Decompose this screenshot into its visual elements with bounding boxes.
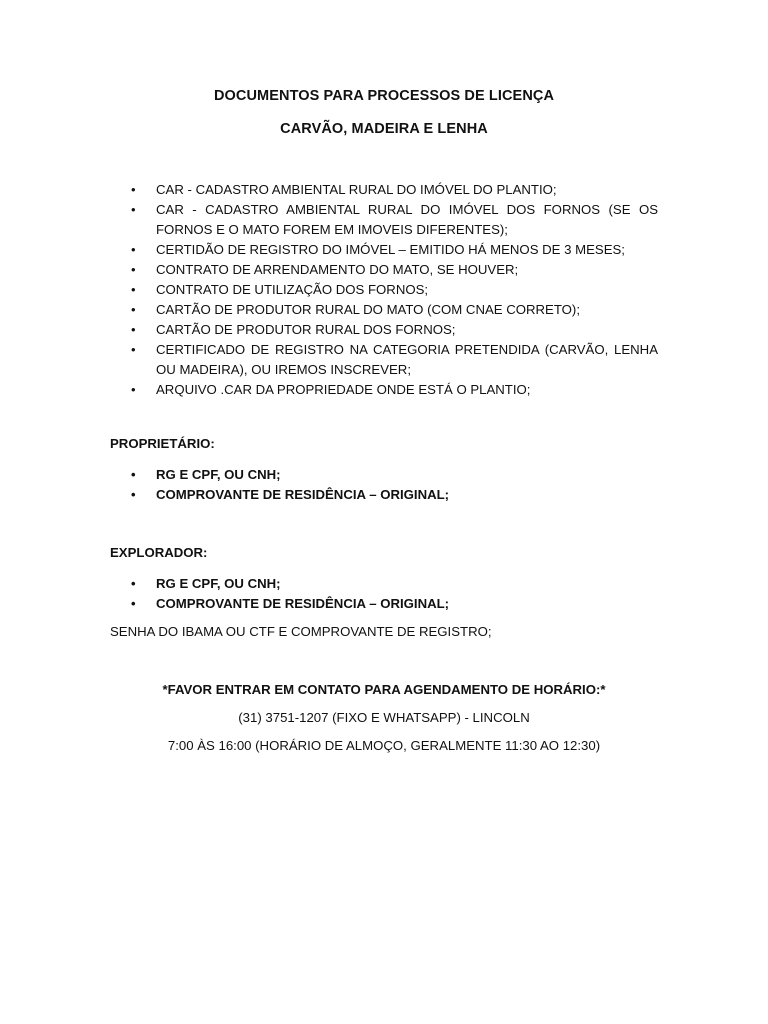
owner-heading: PROPRIETÁRIO: (110, 436, 215, 451)
bullet-icon: • (131, 576, 136, 591)
document-subtitle: CARVÃO, MADEIRA E LENHA (280, 121, 488, 137)
list-item (131, 320, 658, 340)
bullet-icon: • (131, 242, 136, 257)
list-item (131, 260, 658, 280)
list-item-text: COMPROVANTE DE RESIDÊNCIA – ORIGINAL; (156, 487, 450, 502)
list-item-text: RG E CPF, OU CNH; (156, 467, 281, 482)
contact-instruction: *FAVOR ENTRAR EM CONTATO PARA AGENDAMENTO DE HORÁRIO:* (162, 682, 606, 697)
bullet-icon: • (131, 322, 136, 337)
document-title: DOCUMENTOS PARA PROCESSOS DE LICENÇA (213, 88, 555, 104)
bullet-icon: • (131, 182, 136, 197)
list-item-text: CARTÃO DE PRODUTOR RURAL DOS FORNOS; (156, 322, 456, 337)
list-item-text: CARTÃO DE PRODUTOR RURAL DO MATO (COM CNAE CORRETO); (156, 302, 580, 317)
list-item (131, 240, 658, 260)
list-item (131, 380, 658, 400)
list-item-text: CONTRATO DE UTILIZAÇÃO DOS FORNOS; (156, 282, 429, 297)
explorer-heading: EXPLORADOR: (110, 545, 208, 560)
list-item (131, 485, 658, 505)
list-item (131, 594, 658, 614)
bullet-icon: • (131, 302, 136, 317)
required-documents-list (131, 180, 658, 400)
bullet-icon: • (131, 262, 136, 277)
list-item (131, 574, 658, 594)
owner-documents-list (131, 465, 658, 505)
list-item-text: CERTIDÃO DE REGISTRO DO IMÓVEL – EMITIDO HÁ MENOS DE 3 MESES; (156, 242, 625, 257)
bullet-icon: • (131, 282, 136, 297)
list-item (131, 340, 658, 380)
list-item (131, 180, 658, 200)
list-item-text: ARQUIVO .CAR DA PROPRIEDADE ONDE ESTÁ O PLANTIO; (156, 382, 531, 397)
ibama-note: SENHA DO IBAMA OU CTF E COMPROVANTE DE REGISTRO; (110, 624, 492, 639)
contact-phone: (31) 3751-1207 (FIXO E WHATSAPP) - LINCOLN (238, 710, 530, 725)
list-item-text: RG E CPF, OU CNH; (156, 576, 281, 591)
list-item-text: CONTRATO DE ARRENDAMENTO DO MATO, SE HOUVER; (156, 262, 519, 277)
list-item (131, 280, 658, 300)
list-item-text: COMPROVANTE DE RESIDÊNCIA – ORIGINAL; (156, 596, 450, 611)
bullet-icon: • (131, 487, 136, 502)
list-item-text: CAR - CADASTRO AMBIENTAL RURAL DO IMÓVEL DO PLANTIO; (156, 182, 557, 197)
list-item-text: CAR - CADASTRO AMBIENTAL RURAL DO IMÓVEL DOS FORNOS (SE OS FORNOS E O MATO FOREM EM IMOVEIS DIFERENTES); (156, 202, 658, 237)
bullet-icon: • (131, 596, 136, 611)
contact-hours: 7:00 ÀS 16:00 (HORÁRIO DE ALMOÇO, GERALMENTE 11:30 AO 12:30) (167, 738, 601, 753)
bullet-icon: • (131, 467, 136, 482)
bullet-icon: • (131, 202, 136, 217)
explorer-documents-list (131, 574, 658, 614)
bullet-icon: • (131, 342, 136, 357)
bullet-icon: • (131, 382, 136, 397)
list-item (131, 200, 658, 240)
list-item-text: CERTIFICADO DE REGISTRO NA CATEGORIA PRETENDIDA (CARVÃO, LENHA OU MADEIRA), OU IREMOS INSCREVER; (156, 342, 658, 377)
list-item (131, 465, 658, 485)
list-item (131, 300, 658, 320)
